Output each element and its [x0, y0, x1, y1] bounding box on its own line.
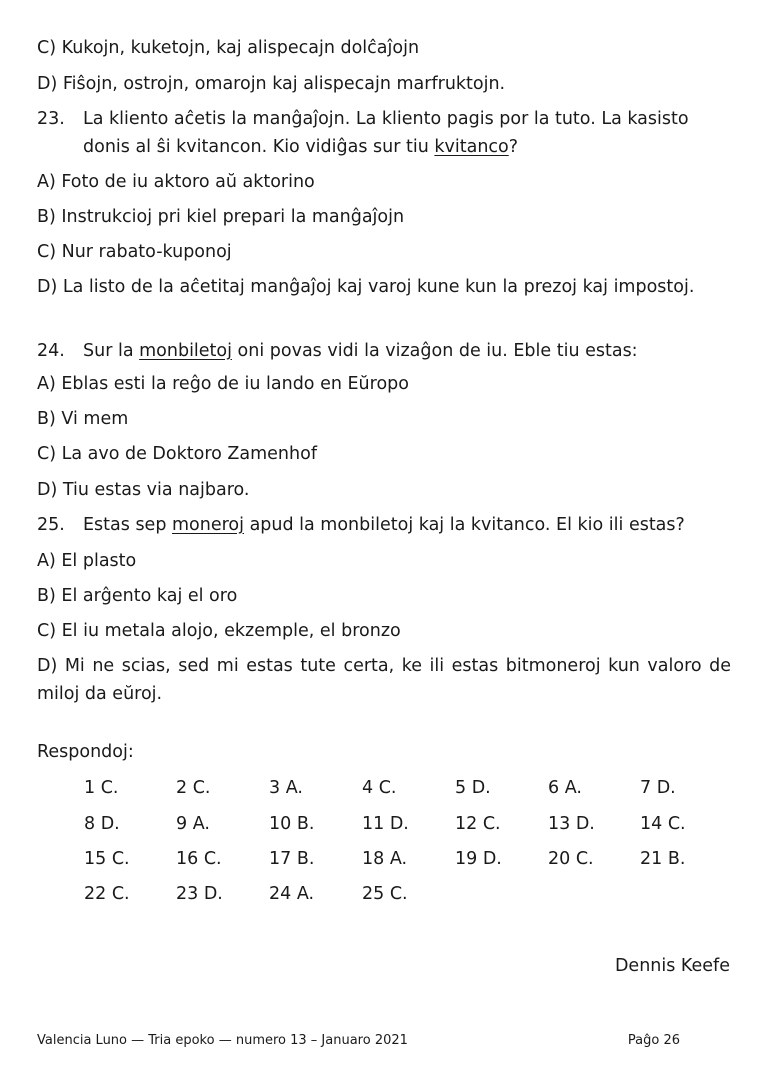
answer-cell: 19 D. [455, 849, 502, 869]
answer-cell: 6 A. [548, 778, 582, 798]
answer-cell: 7 D. [640, 778, 676, 798]
q24-option-c: C) La avo de Doktoro Zamenhof [37, 444, 317, 464]
q23-option-d: D) La listo de la aĉetitaj manĝaĵoj kaj varoj kune kun la prezoj kaj impostoj. [37, 277, 695, 297]
q22-option-d: D) Fiŝojn, ostrojn, omarojn kaj alispecajn marfruktojn. [37, 74, 506, 94]
author-name: Dennis Keefe [614, 956, 730, 976]
answer-cell: 5 D. [455, 778, 491, 798]
answer-cell: 18 A. [362, 849, 408, 869]
q23-option-c: C) Nur rabato-kuponoj [37, 242, 232, 262]
answer-cell: 17 B. [269, 849, 315, 869]
answer-cell: 23 D. [176, 884, 223, 904]
answer-cell: 10 B. [269, 814, 315, 834]
q25-option-a: A) El plasto [37, 551, 137, 571]
answer-cell: 12 C. [455, 814, 501, 834]
footer-publication: Valencia Luno — Tria epoko — numero 13 – Januaro 2021 [37, 1033, 408, 1048]
q25-option-c: C) El iu metala alojo, ekzemple, el bronzo [37, 621, 401, 641]
question-number: 25. [37, 515, 65, 535]
question-text: Sur la monbiletoj oni povas vidi la vizaĝon de iu. Eble tiu estas: [83, 341, 638, 361]
q23-option-a: A) Foto de iu aktoro aŭ aktorino [37, 172, 315, 192]
q23-option-b: B) Instrukcioj pri kiel prepari la manĝaĵojn [37, 207, 405, 227]
question-text: Estas sep moneroj apud la monbiletoj kaj la kvitanco. El kio ili estas? [83, 515, 685, 535]
question-text: La kliento aĉetis la manĝaĵojn. La kliento pagis por la tuto. La kasisto donis al ŝi kvitancon. Kio vidiĝas sur tiu kvitanco? [83, 109, 689, 157]
underlined-word: kvitanco [434, 137, 509, 157]
answer-cell: 3 A. [269, 778, 303, 798]
question-number: 24. [37, 341, 65, 361]
q24-option-d: D) Tiu estas via najbaro. [37, 480, 250, 500]
answer-cell: 11 D. [362, 814, 409, 834]
q22-option-c: C) Kukojn, kuketojn, kaj alispecajn dolĉaĵojn [37, 38, 420, 58]
underlined-word: monbiletoj [139, 341, 232, 361]
q24-option-b: B) Vi mem [37, 409, 129, 429]
answer-cell: 24 A. [269, 884, 315, 904]
answer-cell: 8 D. [84, 814, 120, 834]
answer-cell: 1 C. [84, 778, 119, 798]
answer-cell: 2 C. [176, 778, 211, 798]
answer-cell: 25 C. [362, 884, 408, 904]
q24-option-a: A) Eblas esti la reĝo de iu lando en Eŭropo [37, 374, 409, 394]
answer-cell: 16 C. [176, 849, 222, 869]
question-23 [37, 105, 731, 161]
question-24 [37, 337, 731, 365]
question-number: 23. [37, 109, 65, 129]
answer-cell: 14 C. [640, 814, 686, 834]
question-25 [37, 511, 731, 539]
answer-cell: 21 B. [640, 849, 686, 869]
answers-heading: Respondoj: [37, 742, 134, 762]
footer-page-number: Paĝo 26 [627, 1033, 680, 1048]
answer-cell: 22 C. [84, 884, 130, 904]
q25-option-d: D) Mi ne scias, sed mi estas tute certa, ke ili estas bitmoneroj kun valoro de miloj da eŭroj. [37, 656, 731, 704]
answer-cell: 15 C. [84, 849, 130, 869]
answer-cell: 9 A. [176, 814, 210, 834]
underlined-word: moneroj [172, 515, 244, 535]
q25-option-b: B) El arĝento kaj el oro [37, 586, 238, 606]
answer-cell: 20 C. [548, 849, 594, 869]
answer-cell: 13 D. [548, 814, 595, 834]
answer-cell: 4 C. [362, 778, 397, 798]
